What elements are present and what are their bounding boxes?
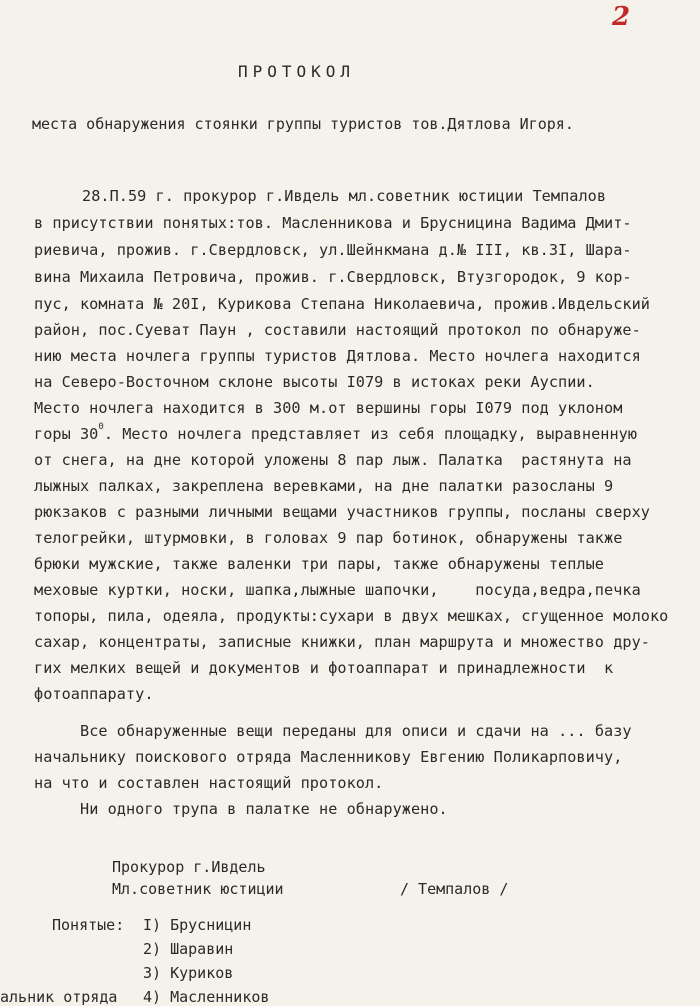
body-line: фотоаппарату.	[34, 685, 154, 703]
body-line: нию места ночлега группы туристов Дятлова. Место ночлега находится	[34, 347, 641, 365]
body-line: Ни одного трупа в палатке не обнаружено.	[80, 800, 448, 818]
side-label: альник отряда	[0, 988, 118, 1006]
body-line: Все обнаруженные вещи переданы для описи и сдачи на ... базу	[80, 722, 632, 740]
body-line: 28.П.59 г. прокурор г.Ивдель мл.советник юстиции Темпалов	[82, 187, 607, 205]
page-number: 2	[612, 2, 631, 32]
body-line: топоры, пила, одеяла, продукты:сухари в двух мешках, сгущенное молоко	[34, 607, 669, 625]
body-line: вина Михаила Петровича, прожив. г.Свердловск, Втузгородок, 9 кор-	[34, 268, 632, 286]
body-line: телогрейки, штурмовки, в головах 9 пар ботинок, обнаружены также	[34, 529, 623, 547]
body-line	[34, 422, 638, 443]
body-line: в присутствии понятых:тов. Масленникова и Брусницина Вадима Дмит-	[34, 214, 632, 232]
document-title: ПРОТОКОЛ	[238, 62, 356, 81]
body-line: лыжных палках, закреплена веревками, на дне палатки разосланы 9	[34, 477, 614, 495]
body-line: пус, комната № 20I, Курикова Степана Николаевича, прожив.Ивдельский	[34, 295, 650, 313]
body-line: гих мелких вещей и документов и фотоаппарат и принадлежности к	[34, 659, 614, 677]
signature-rank: Мл.советник юстиции	[112, 880, 284, 898]
witness-item: 4) Масленников	[143, 988, 270, 1006]
signature-title: Прокурор г.Ивдель	[112, 858, 266, 876]
body-line: сахар, концентраты, записные книжки, план маршрута и множество дру-	[34, 633, 650, 651]
body-line-end: . Место ночлега представляет из себя площадку, выравненную	[103, 425, 638, 443]
body-line: меховые куртки, носки, шапка,лыжные шапочки, посуда,ведра,печка	[34, 581, 641, 599]
body-line-start: горы 30	[34, 425, 99, 443]
body-line: район, пос.Суеват Паун , составили настоящий протокол по обнаруже-	[34, 321, 641, 339]
witness-item: 3) Куриков	[143, 964, 234, 982]
body-line: на Северо-Восточном склоне высоты I079 в истоках реки Ауспии.	[34, 373, 595, 391]
witness-item: I) Брусницин	[143, 916, 252, 934]
body-line: риевича, прожив. г.Свердловск, ул.Шейнкмана д.№ III, кв.3I, Шара-	[34, 241, 632, 259]
signature-name: / Темпалов /	[400, 880, 509, 898]
body-line: от снега, на дне которой уложены 8 пар лыж. Палатка растянута на	[34, 451, 632, 469]
body-line: брюки мужские, также валенки три пары, также обнаружены теплые	[34, 555, 605, 573]
degree-superscript: 0	[98, 422, 104, 432]
body-line: на что и составлен настоящий протокол.	[34, 774, 384, 792]
body-line: рюкзаков с разными личными вещами участников группы, посланы сверху	[34, 503, 650, 521]
witness-item: 2) Шаравин	[143, 940, 234, 958]
body-line: Место ночлега находится в 300 м.от вершины горы I079 под уклоном	[34, 399, 623, 417]
body-line: начальнику поискового отряда Масленникову Евгению Поликарповичу,	[34, 748, 623, 766]
document-subtitle: места обнаружения стоянки группы туристов тов.Дятлова Игоря.	[32, 115, 574, 133]
witnesses-label: Понятые:	[52, 916, 125, 934]
